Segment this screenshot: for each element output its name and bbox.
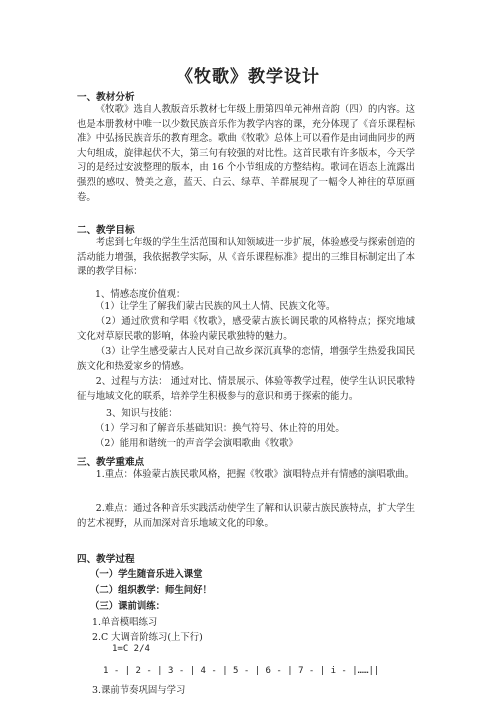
objectives-intro: 考虑到七年级的学生生活范围和认知领域进一步扩展，体验感受与探索创造的活动能力增强，我依据教学实际，从《音乐课程标准》提出的三维目标制定出了本课的教学目标： — [77, 237, 415, 278]
step-3: （三）课前训练： — [90, 601, 166, 612]
section-heading-process: 四、教学过程 — [77, 554, 135, 565]
section-heading-objectives: 二、教学目标 — [77, 225, 135, 236]
exercise-2: 2.C 大调音阶练习(上下行) — [92, 632, 203, 643]
analysis-paragraph: 《牧歌》选自人教版音乐教材七年级上册第四单元神州音韵（四）的内容。这也是本册教材中唯一以少数民族音乐作为教学内容的课，充分体现了《音乐课程标准》中弘扬民族音乐的教育理念。歌曲《牧歌》总体上可以看作是由词曲同步的两大句组成，旋律起伏不大，第三句有较强的对比性。这首民歌有许多版本，今天学习的是经过安波整理的版本，由 16 个小节组成的方整结构。歌词在语态上流露出强烈的感叹、赞美之意，蓝天、白云、绿草、羊群展现了一幅令人神往的草原画卷。 — [77, 104, 415, 203]
objective-1-heading: 1、情感态度价值观： — [95, 289, 186, 300]
document-title: 《牧歌》教学设计 — [176, 67, 320, 87]
exercise-3: 3.课前节奏巩固与学习 — [92, 685, 186, 696]
step-2: （二）组织教学：师生问好！ — [90, 585, 212, 596]
section-heading-analysis: 一、教材分析 — [77, 92, 135, 103]
objective-2: 2、过程与方法： 通过对比、情景展示、体验等教学过程，使学生认识民歌特征与地域文化的联系，培养学生积极参与的意识和勇于探索的能力。 — [77, 376, 415, 402]
key-point-paragraph: 1.重点：体验蒙古族民歌风格，把握《牧歌》演唱特点并有情感的演唱歌曲。 — [95, 469, 415, 480]
objective-3b: （2）能用和谐统一的声音学会演唱歌曲《牧歌》 — [95, 438, 298, 449]
section-heading-key-points: 三、教学重难点 — [77, 457, 145, 468]
exercise-1: 1.单音模唱练习 — [92, 617, 158, 628]
objective-1c: （3）让学生感受蒙古人民对自己故乡深沉真挚的恋情，增强学生热爱我国民族文化和热爱家乡的情感。 — [77, 346, 415, 372]
objective-1a: （1）让学生了解我们蒙古民族的风土人情、民族文化等。 — [95, 301, 336, 312]
difficulty-paragraph: 2.难点：通过各种音乐实践活动使学生了解和认识蒙古族民族特点，扩大学生的艺术视野，从而加深对音乐地域文化的印象。 — [77, 503, 415, 529]
objective-1b: （2）通过欣赏和学唱《牧歌》，感受蒙古族长调民歌的风格特点；探究地域文化对草原民歌的影响，体验内蒙民歌独特的魅力。 — [77, 316, 415, 342]
objective-3-heading: 3、知识与技能： — [106, 408, 178, 419]
step-1: （一）学生随音乐进入课堂 — [90, 569, 203, 580]
objective-3a: （1）学习和了解音乐基础知识：换气符号、休止符的用处。 — [95, 423, 345, 434]
key-signature: 1=C 2/4 — [112, 644, 150, 654]
scale-notation: 1 - | 2 - | 3 - | 4 - | 5 - | 6 - | 7 - | i - |……|| — [103, 666, 380, 676]
